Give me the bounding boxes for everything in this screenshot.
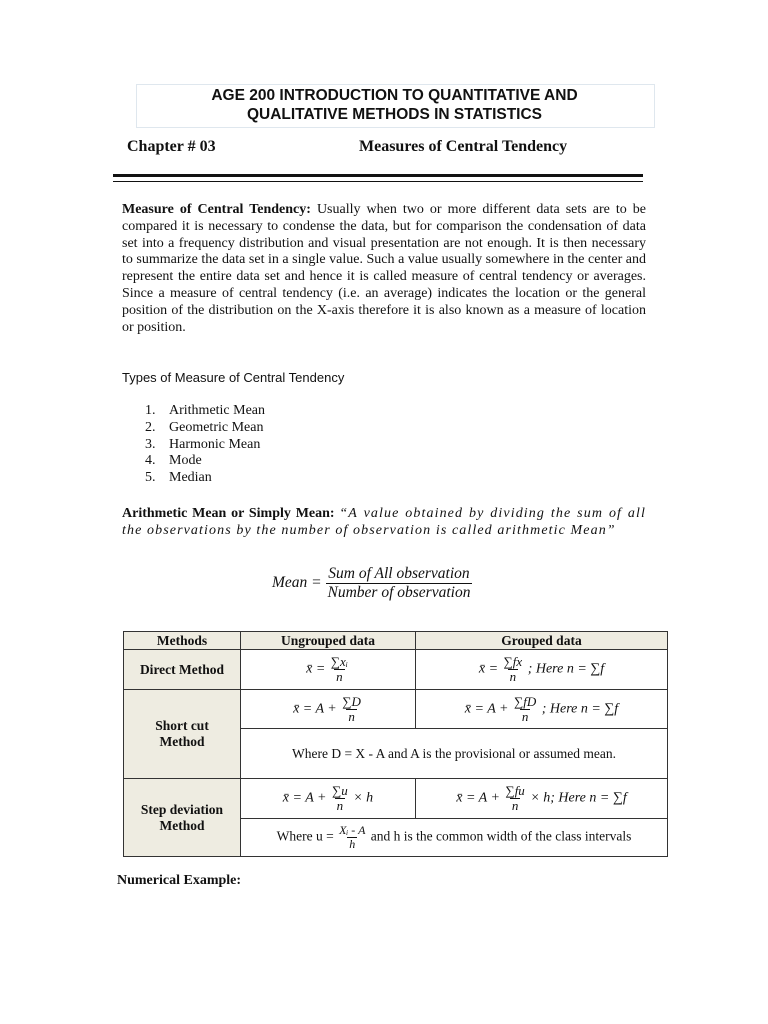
list-item: 1. Arithmetic Mean	[145, 403, 266, 418]
numerical-example-heading: Numerical Example:	[117, 873, 242, 888]
header-divider-thin	[113, 181, 643, 182]
table-row-shortcut	[124, 690, 668, 729]
list-item: 4. Mode	[145, 453, 202, 469]
shortcut-ungrouped-formula: x̄ = A + $\frac{\sum D}{n}$	[241, 690, 416, 729]
intro-term: Measure of Central Tendency:	[122, 202, 311, 217]
direct-method-label: Direct Method	[124, 650, 241, 690]
intro-text: Usually when two or more different data sets are to be compared it is necessary to condense the data, but for comparison the condensation of data set into a frequency distribution and visual presentation are not enough. It is then necessary to summarize the data set in a single value. Such a value usually somewhere in the center and represent the entire data set and hence it is called measure of central tendency or averages. Since a measure of central tendency (i.e. an average) indicates the location or the general position of the distribution on the X-axis therefore it is also known as a measure of location or position.	[122, 202, 646, 335]
direct-grouped-formula: x̄ = $\frac{\sum fx}{n}$ ; Here n = ∑f	[416, 650, 668, 690]
header-divider-thick	[113, 174, 643, 177]
mean-formula	[272, 565, 472, 602]
shortcut-grouped-formula: x̄ = A + $\frac{\sum fD}{n}$ ; Here n = ∑f	[416, 690, 668, 729]
list-item: 2. Geometric Mean	[145, 419, 264, 435]
table-row-direct	[124, 650, 668, 690]
step-ungrouped-formula: x̄ = A + $\frac{\sum u}{n}$ × h	[241, 779, 416, 819]
step-method-label: Step deviation Method	[124, 779, 241, 857]
header-methods: Methods	[124, 632, 241, 650]
methods-table	[123, 631, 668, 857]
shortcut-method-label: Short cut Method	[124, 690, 241, 779]
list-item: 3. Harmonic Mean	[145, 436, 261, 452]
arithmetic-mean-paragraph	[122, 505, 646, 539]
mean-formula-denominator: Number of observation	[327, 584, 471, 601]
table-header-row	[124, 632, 668, 650]
step-grouped-formula: x̄ = A + $\frac{\sum fu}{n}$ × h; Here n = ∑f	[416, 779, 668, 819]
mean-formula-lhs: Mean =	[272, 574, 322, 592]
step-note: Where u = $\frac{\text{Xᵢ - A}}{h}$ and h is the common width of the class intervals	[241, 819, 668, 857]
intro-paragraph	[122, 202, 646, 336]
arithmetic-mean-term: Arithmetic Mean or Simply Mean:	[122, 506, 335, 521]
chapter-number: Chapter # 03	[127, 138, 216, 155]
arithmetic-mean-definition: “A value obtained by dividing the sum of all the observations by the number of observation is called arithmetic Mean”	[122, 506, 647, 538]
course-title-line1: AGE 200 INTRODUCTION TO QUANTITATIVE AND	[211, 87, 578, 104]
types-heading: Types of Measure of Central Tendency	[122, 370, 345, 385]
table-row-step	[124, 779, 668, 819]
header-ungrouped: Ungrouped data	[241, 632, 416, 650]
chapter-title: Measures of Central Tendency	[359, 138, 568, 155]
shortcut-note: Where D = X - A and A is the provisional or assumed mean.	[241, 729, 668, 779]
types-list	[145, 403, 265, 487]
mean-formula-numerator: Sum of All observation	[328, 565, 470, 582]
direct-ungrouped-formula: x̄ = $\frac{\text{∑xᵢ}}{n}$	[241, 650, 416, 690]
list-item: 5. Median	[145, 470, 212, 486]
header-grouped: Grouped data	[416, 632, 668, 650]
course-title-line2: QUALITATIVE METHODS IN STATISTICS	[246, 106, 543, 123]
course-title	[136, 86, 653, 124]
